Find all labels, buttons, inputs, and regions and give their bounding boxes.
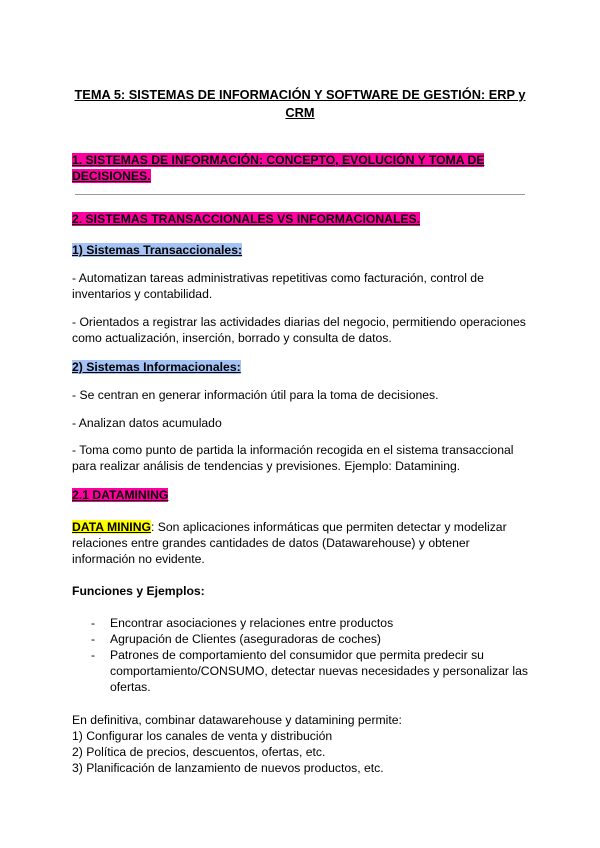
datamining-definition-text: : Son aplicaciones informáticas que permiten detectar y modelizar relaciones entre grandes cantidades de datos (Datawarehouse) y obtener información no evidente.	[72, 520, 507, 566]
datamining-definition	[72, 519, 528, 567]
paragraph: - Orientados a registrar las actividades diarias del negocio, permitiendo operaciones como actualización, inserción, borrado y consulta de datos.	[72, 315, 526, 345]
subheading-transaccionales	[72, 242, 528, 258]
list-item: - Patrones de comportamiento del consumidor que permita predecir su comportamiento/CONSUMO, detectar nuevas necesidades y personalizar las ofertas.	[72, 647, 528, 695]
section-heading-2-1-text: 2.1 DATAMINING	[72, 488, 169, 502]
subheading-informacionales	[72, 359, 528, 375]
paragraph: - Analizan datos acumulado	[72, 416, 222, 430]
datamining-term: DATA MINING	[72, 520, 151, 534]
list-item: - Encontrar asociaciones y relaciones entre productos	[72, 615, 528, 631]
section-heading-2-1	[72, 487, 528, 503]
horizontal-divider	[75, 194, 525, 195]
section-heading-1	[72, 152, 528, 184]
funciones-heading: Funciones y Ejemplos:	[72, 584, 205, 598]
document-title: TEMA 5: SISTEMAS DE INFORMACIÓN Y SOFTWARE DE GESTIÓN: ERP y CRM	[74, 87, 526, 120]
section-heading-2	[72, 211, 528, 227]
funciones-list	[72, 615, 528, 695]
paragraph: - Automatizan tareas administrativas repetitivas como facturación, control de inventarios y contabilidad.	[72, 271, 484, 301]
conclusion-block	[72, 712, 528, 776]
section-heading-2-text: 2. SISTEMAS TRANSACCIONALES VS INFORMACIONALES.	[72, 212, 421, 226]
subheading-informacionales-text: 2) Sistemas Informacionales:	[72, 360, 241, 374]
subheading-transaccionales-text: 1) Sistemas Transaccionales:	[72, 243, 243, 257]
conclusion-line: 2) Política de precios, descuentos, ofertas, etc.	[72, 745, 326, 759]
conclusion-line: 3) Planificación de lanzamiento de nuevos productos, etc.	[72, 761, 384, 775]
conclusion-line: 1) Configurar los canales de venta y distribución	[72, 729, 333, 743]
paragraph: - Se centran en generar información útil para la toma de decisiones.	[72, 388, 439, 402]
section-heading-1-text: 1. SISTEMAS DE INFORMACIÓN: CONCEPTO, EVOLUCIÓN Y TOMA DE DECISIONES.	[72, 153, 485, 183]
paragraph: - Toma como punto de partida la información recogida en el sistema transaccional para realizar análisis de tendencias y previsiones. Ejemplo: Datamining.	[72, 443, 514, 473]
conclusion-intro: En definitiva, combinar datawarehouse y datamining permite:	[72, 713, 402, 727]
list-item: - Agrupación de Clientes (aseguradoras de coches)	[72, 631, 528, 647]
